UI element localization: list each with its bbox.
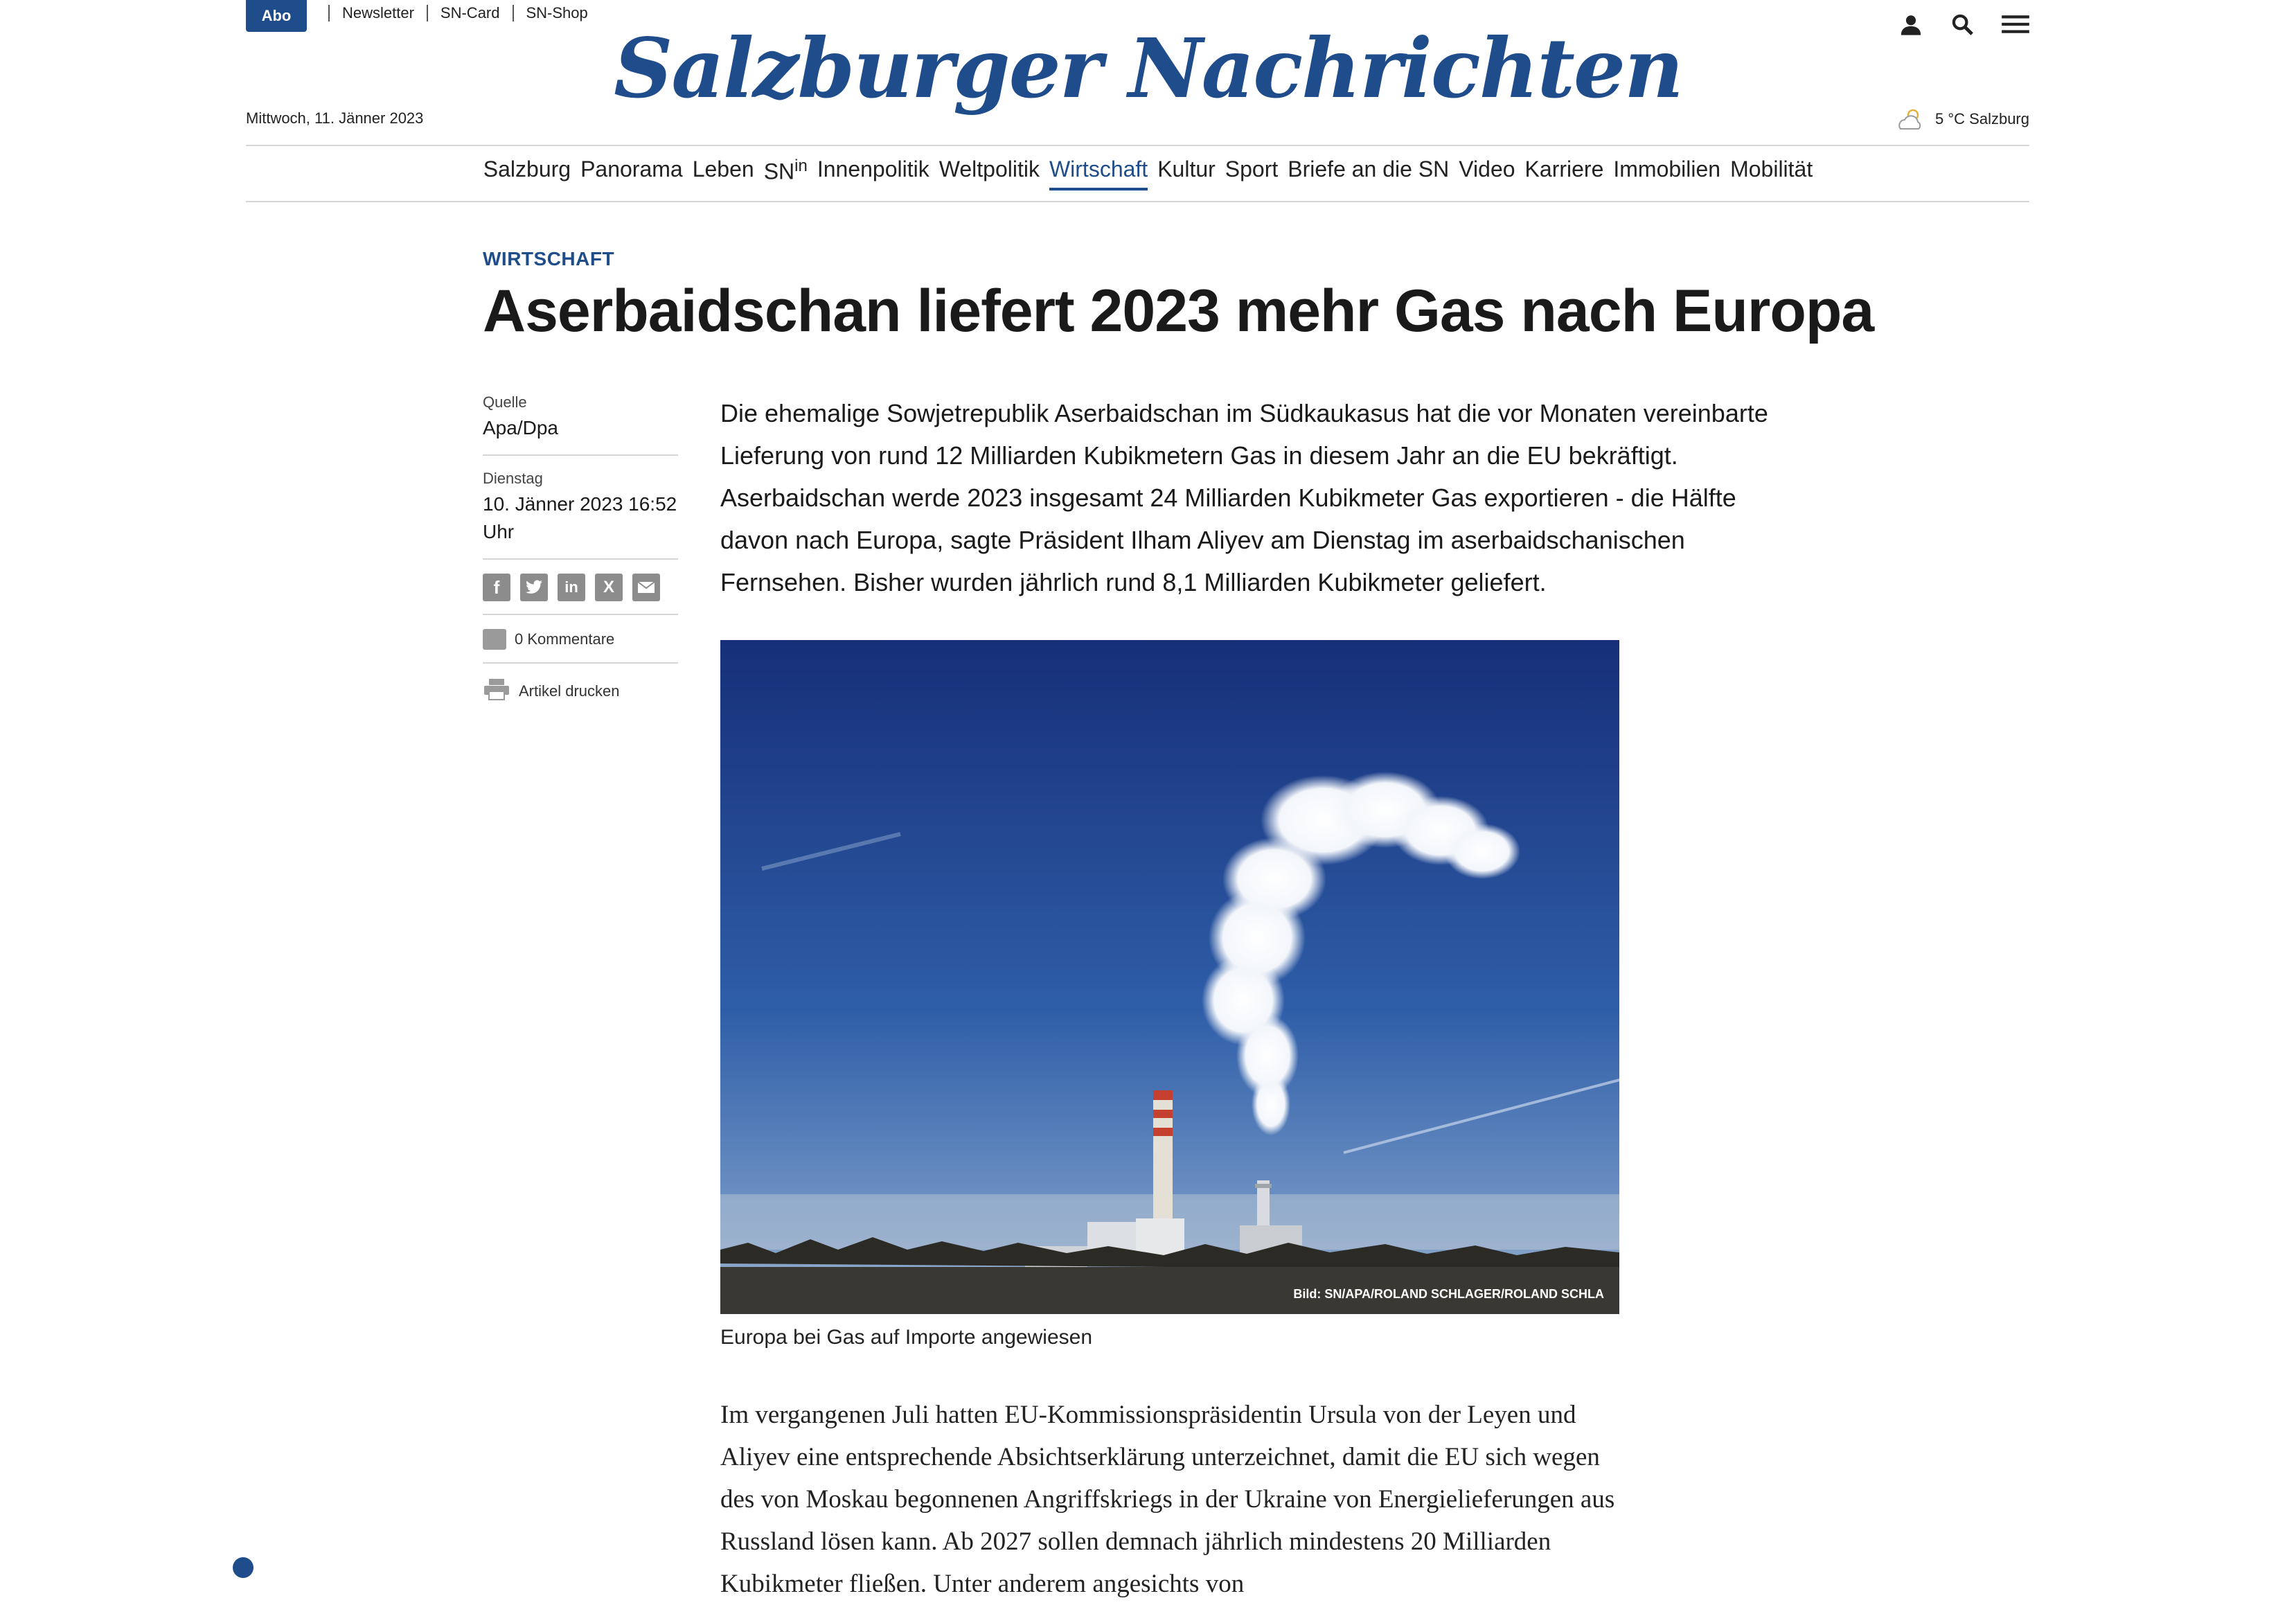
- divider: [483, 454, 678, 456]
- sn-shop-link[interactable]: SN-Shop: [526, 4, 588, 21]
- nav-item-video[interactable]: Video: [1459, 157, 1515, 181]
- divider: [513, 5, 514, 21]
- site-logo[interactable]: Salzburger Nachrichten: [614, 20, 1682, 116]
- article-image[interactable]: [720, 640, 1619, 1314]
- nav-item-mobilitaet[interactable]: Mobilität: [1730, 157, 1813, 181]
- article-meta: [483, 393, 678, 705]
- image-credit: Bild: SN/APA/ROLAND SCHLAGER/ROLAND SCHLA: [1293, 1287, 1604, 1301]
- divider: [483, 558, 678, 560]
- nav-item-panorama[interactable]: Panorama: [580, 157, 683, 181]
- xing-icon[interactable]: X: [595, 574, 623, 601]
- nav-item-sn-suffix: in: [794, 157, 808, 175]
- article-headline: Aserbaidschan liefert 2023 mehr Gas nach Europa: [483, 278, 1874, 344]
- floating-widget[interactable]: [233, 1557, 253, 1578]
- published-date: 10. Jänner 2023 16:52 Uhr: [483, 493, 677, 542]
- date-label: Dienstag: [483, 470, 543, 487]
- nav-item-karriere[interactable]: Karriere: [1524, 157, 1604, 181]
- twitter-icon[interactable]: [520, 574, 548, 601]
- weather-icon: [1895, 105, 1925, 133]
- divider: [246, 145, 2029, 146]
- abo-button[interactable]: Abo: [246, 0, 307, 32]
- article-lead: Die ehemalige Sowjetrepublik Aserbaidschan im Südkaukasus hat die vor Monaten vereinbarte Lieferung von rund 12 Milliarden Kubikmetern Gas in diesem Jahr an die EU bekräftigt. Aserbaidschan werde 2023 insgesamt 24 Milliarden Kubikmeter Gas exportieren - die Hälfte davon nach Europa, sagte Präsident Ilham Aliyev am Dienstag im aserbaidschanischen Fernsehen. Bisher wurden jährlich rund 8,1 Milliarden Kubikmeter geliefert.: [720, 399, 1768, 596]
- nav-item-kultur[interactable]: Kultur: [1157, 157, 1216, 181]
- comments-count: 0 Kommentare: [515, 630, 615, 648]
- nav-item-immobilien[interactable]: Immobilien: [1613, 157, 1721, 181]
- utility-links: [316, 4, 588, 22]
- nav-item-salzburg[interactable]: Salzburg: [483, 157, 571, 181]
- image-caption: Europa bei Gas auf Importe angewiesen: [720, 1326, 1092, 1349]
- source-label: Quelle: [483, 393, 527, 411]
- nav-item-sn-label: SN: [763, 159, 795, 184]
- nav-item-weltpolitik[interactable]: Weltpolitik: [938, 157, 1040, 181]
- linkedin-icon[interactable]: in: [558, 574, 585, 601]
- facebook-icon[interactable]: f: [483, 574, 510, 601]
- print-link[interactable]: [483, 677, 678, 705]
- power-plant-photo: [720, 640, 1619, 1314]
- nav-item-briefe[interactable]: Briefe an die SN: [1288, 157, 1450, 181]
- comment-icon: [483, 629, 506, 650]
- weather-text: 5 °C Salzburg: [1935, 110, 2029, 127]
- divider: [483, 614, 678, 615]
- source-value: Apa/Dpa: [483, 417, 558, 438]
- print-label: Artikel drucken: [519, 682, 620, 700]
- divider: [483, 662, 678, 664]
- article-kicker[interactable]: WIRTSCHAFT: [483, 248, 615, 269]
- nav-item-sport[interactable]: Sport: [1225, 157, 1279, 181]
- main-nav: [0, 157, 2296, 190]
- nav-item-innenpolitik[interactable]: Innenpolitik: [817, 157, 929, 181]
- newsletter-link[interactable]: Newsletter: [342, 4, 414, 21]
- sn-card-link[interactable]: SN-Card: [440, 4, 500, 21]
- printer-icon: [483, 677, 510, 705]
- email-icon[interactable]: [632, 574, 660, 601]
- article-body: Im vergangenen Juli hatten EU-Kommissionspräsidentin Ursula von der Leyen und Aliyev eine entsprechende Absichtserklärung unterzeichnet, damit die EU sich wegen des von Moskau begonnenen Angriffskriegs in der Ukraine von Energielieferungen aus Russland lösen kann. Ab 2027 sollen demnach jährlich mindestens 20 Milliarden Kubikmeter fließen. Unter anderem angesichts von: [720, 1401, 1615, 1598]
- weather-widget[interactable]: [1895, 105, 2029, 133]
- nav-item-sn-in[interactable]: [764, 157, 808, 190]
- divider: [246, 201, 2029, 202]
- current-date: Mittwoch, 11. Jänner 2023: [246, 109, 424, 127]
- nav-item-leben[interactable]: Leben: [692, 157, 754, 181]
- nav-item-wirtschaft[interactable]: Wirtschaft: [1049, 157, 1148, 190]
- share-buttons: [483, 574, 678, 601]
- comments-link[interactable]: [483, 629, 678, 650]
- divider: [328, 5, 330, 21]
- divider: [427, 5, 428, 21]
